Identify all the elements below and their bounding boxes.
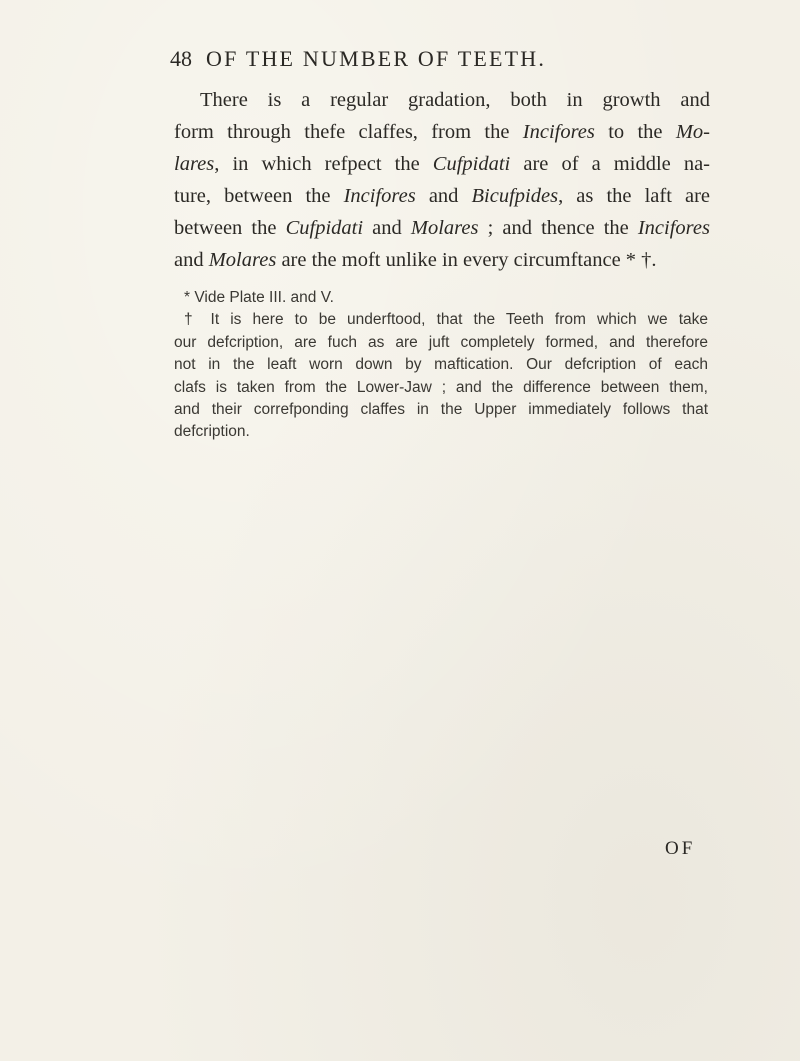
paragraph-line: form through thefe claffes, from the Incifores to the Mo- bbox=[174, 121, 710, 143]
paragraph-line: lares, in which refpect the Cufpidati are of a middle na- bbox=[174, 153, 711, 175]
footnote-line: our defcription, are fuch as are juft completely formed, and therefore bbox=[174, 333, 708, 351]
footnote-line: clafs is taken from the Lower-Jaw ; and the difference between them, bbox=[174, 378, 708, 396]
footnote-line: and their correfponding claffes in the Upper immediately follows that bbox=[174, 401, 708, 419]
footnotes bbox=[174, 287, 708, 444]
catchword: OF bbox=[665, 838, 696, 859]
footnote-line: * Vide Plate III. and V. bbox=[184, 289, 334, 306]
paragraph-line: There is a regular gradation, both in growth and bbox=[200, 89, 710, 111]
footnote-line: not in the leaft worn down by maftication. Our defcription of each bbox=[174, 356, 708, 374]
footnote-line: † It is here to be underftood, that the Teeth from which we take bbox=[184, 311, 708, 329]
page-header bbox=[170, 46, 546, 72]
paragraph-line: between the Cufpidati and Molares ; and thence the Incifores bbox=[174, 217, 710, 239]
paragraph-line: ture, between the Incifores and Bicufpides, as the laft are bbox=[174, 185, 710, 207]
page-number: 48 bbox=[170, 46, 192, 71]
running-title: OF THE NUMBER OF TEETH. bbox=[206, 46, 547, 71]
footnote-line: defcription. bbox=[174, 423, 250, 441]
main-paragraph bbox=[174, 84, 710, 276]
paragraph-line: and Molares are the moft unlike in every circumftance * †. bbox=[174, 249, 657, 271]
